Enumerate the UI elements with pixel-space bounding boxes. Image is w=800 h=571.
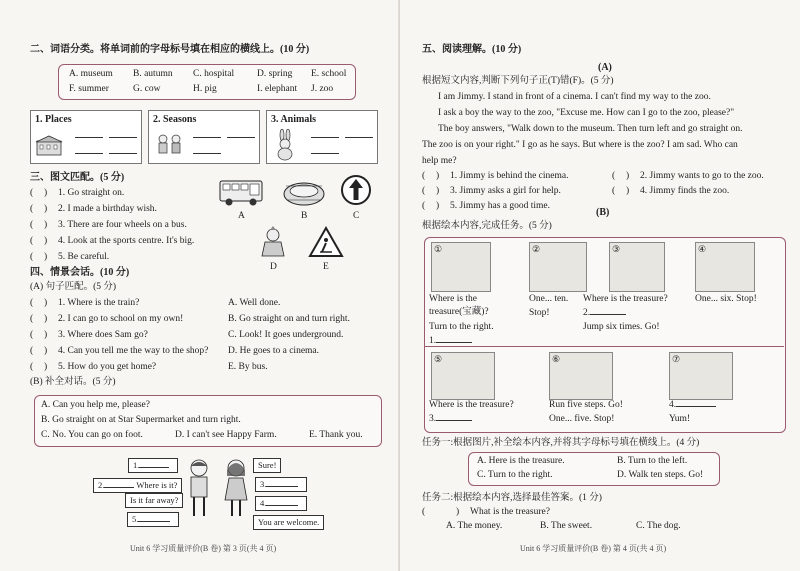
bus-icon (218, 178, 264, 208)
qa-answer: C. Look! It goes underground. (228, 330, 344, 340)
comic-text: Where is the treasure? (583, 294, 668, 304)
task1-options (468, 452, 720, 486)
comic-panel-6: ⑥ (549, 352, 613, 400)
task1-option-d: D. Walk ten steps. Go! (617, 470, 704, 480)
picture-label-c: C (353, 211, 360, 221)
option-e: E. Thank you. (309, 430, 363, 440)
rabbit-icon (273, 129, 299, 161)
comic-blank-1: 1. (429, 336, 472, 348)
instruction-a: 根据短文内容,判断下列句子正(T)错(F)。(5 分) (422, 76, 614, 86)
comic-text: Run five steps. Go! (549, 400, 623, 410)
option-c: C. No. You can go on foot. (41, 430, 143, 440)
match-item: ( ) 1. Go straight on. (30, 188, 125, 198)
section2-title: 二、词语分类。将单词前的字母标号填在相应的横线上。(10 分) (30, 44, 310, 55)
match-item: ( ) 4. Look at the sports centre. It's big. (30, 236, 195, 246)
qa-question: ( ) 1. Where is the train? (30, 298, 140, 308)
answer-blank[interactable] (109, 137, 137, 138)
dialog-bubble-welcome: You are welcome. (253, 515, 324, 530)
task2-title: 任务二:根据绘本内容,选择最佳答案。(1 分) (422, 493, 602, 503)
task1-title: 任务一:根据图片,补全绘本内容,并将其字母标号填在横线上。(4 分) (422, 438, 700, 448)
task2-option-b: B. The sweet. (540, 521, 593, 531)
comic-text: One... ten. (529, 294, 569, 304)
qa-answer: E. By bus. (228, 362, 268, 372)
comic-text: One... six. Stop! (695, 294, 757, 304)
comic-panel-1: ① (431, 242, 491, 292)
answer-blank[interactable] (109, 153, 137, 154)
comic-divider (425, 346, 784, 347)
task1-option-a: A. Here is the treasure. (477, 456, 565, 466)
page-footer-right: Unit 6 学习质量评价(B 卷) 第 4 页(共 4 页) (520, 544, 667, 553)
part-b-label: (B) (596, 207, 610, 218)
qa-answer: B. Go straight on and turn right. (228, 314, 350, 324)
part-a-title: (A) 句子匹配。(5 分) (30, 282, 117, 292)
word-museum: A. museum (69, 69, 113, 79)
tf-item: ( ) 2. Jimmy wants to go to the zoo. (612, 171, 764, 181)
category-label: 3. Animals (271, 114, 317, 125)
comic-panel-7: ⑦ (669, 352, 733, 400)
word-autumn: B. autumn (133, 69, 173, 79)
picture-label-d: D (270, 262, 277, 272)
girl-icon (221, 458, 251, 520)
tf-item: ( ) 1. Jimmy is behind the cinema. (422, 171, 569, 181)
category-animals (266, 110, 378, 164)
passage-line: help me? (422, 156, 457, 166)
dialog-bubble-3: 3. (255, 477, 307, 492)
tf-item: ( ) 3. Jimmy asks a girl for help. (422, 186, 561, 196)
task2-option-c: C. The dog. (636, 521, 681, 531)
part-b-title: (B) 补全对话。(5 分) (30, 377, 116, 387)
part-a-label: (A) (598, 62, 612, 73)
answer-blank[interactable] (75, 153, 103, 154)
comic-text: Where is the treasure? (429, 400, 514, 410)
comic-blank-3: 3. (429, 414, 472, 426)
task2-option-a: A. The money. (446, 521, 503, 531)
match-item: ( ) 3. There are four wheels on a bus. (30, 220, 187, 230)
section4-title: 四、情景会话。(10 分) (30, 267, 130, 278)
word-hospital: C. hospital (193, 69, 235, 79)
qa-question: ( ) 3. Where does Sam go? (30, 330, 148, 340)
section5-title: 五、阅读理解。(10 分) (422, 44, 522, 55)
qa-answer: A. Well done. (228, 298, 281, 308)
answer-blank[interactable] (193, 153, 221, 154)
dialog-bubble-5: 5. (127, 512, 179, 527)
comic-panel-5: ⑤ (431, 352, 495, 400)
qa-question: ( ) 5. How do you get home? (30, 362, 157, 372)
comic-text: treasure(宝藏)? (429, 307, 489, 317)
word-pig: H. pig (193, 84, 217, 94)
comic-text: Where is the (429, 294, 478, 304)
hospital-icon (35, 135, 63, 157)
passage-line: The boy answers, "Walk down to the museum. Then turn left and go straight on. (438, 124, 743, 134)
word-school: E. school (311, 69, 347, 79)
answer-blank[interactable] (193, 137, 221, 138)
comic-panel-2: ② (529, 242, 587, 292)
dialog-options-box (34, 395, 382, 447)
comic-text: Turn to the right. (429, 322, 494, 332)
comic-blank-4: 4. (669, 400, 716, 412)
section3-title: 三、图文匹配。(5 分) (30, 172, 125, 183)
dialog-bubble-4: 4. (255, 496, 307, 511)
comic-blank-2: 2. (583, 308, 626, 320)
dialog-bubble-1: 1. (128, 458, 178, 473)
children-icon (155, 133, 185, 155)
straight-arrow-sign-icon (340, 174, 372, 206)
answer-blank[interactable] (227, 137, 255, 138)
word-bank (58, 64, 356, 100)
passage-line: The zoo is on your right." I go as he says. But where is the zoo? I am sad. Who can (422, 140, 738, 150)
page-footer-left: Unit 6 学习质量评价(B 卷) 第 3 页(共 4 页) (130, 544, 277, 553)
match-item: ( ) 5. Be careful. (30, 252, 110, 262)
picture-label-a: A (238, 211, 245, 221)
option-a: A. Can you help me, please? (41, 400, 150, 410)
word-elephant: I. elephant (257, 84, 298, 94)
birthday-girl-icon (256, 226, 290, 258)
task1-option-c: C. Turn to the right. (477, 470, 553, 480)
comic-panel-3: ③ (609, 242, 665, 292)
boy-icon (184, 458, 214, 520)
picture-label-e: E (323, 262, 329, 272)
task1-option-b: B. Turn to the left. (617, 456, 688, 466)
answer-blank[interactable] (75, 137, 103, 138)
option-d: D. I can't see Happy Farm. (175, 430, 277, 440)
option-b: B. Go straight on at Star Supermarket and turn right. (41, 415, 241, 425)
comic-panel-4: ④ (695, 242, 755, 292)
comic-text: One... five. Stop! (549, 414, 615, 424)
task2-question: ( ) What is the treasure? (422, 507, 550, 517)
passage-line: I am Jimmy. I stand in front of a cinema. I can't find my way to the zoo. (438, 92, 711, 102)
comic-box (424, 237, 786, 433)
qa-answer: D. He goes to a cinema. (228, 346, 320, 356)
answer-blank[interactable] (345, 137, 373, 138)
dialog-bubble-sure: Sure! (253, 458, 281, 473)
qa-question: ( ) 4. Can you tell me the way to the shop? (30, 346, 209, 356)
category-places (30, 110, 142, 164)
passage-line: I ask a boy the way to the zoo, "Excuse me. How can I go to the zoo, please?" (438, 108, 735, 118)
word-spring: D. spring (257, 69, 293, 79)
sports-centre-icon (282, 176, 326, 208)
dialog-bubble-2: 2. Where is it? (93, 478, 182, 493)
category-seasons (148, 110, 260, 164)
comic-text: Jump six times. Go! (583, 322, 660, 332)
category-label: 1. Places (35, 114, 72, 125)
comic-text: Stop! (529, 308, 550, 318)
caution-sign-icon (308, 226, 344, 258)
qa-question: ( ) 2. I can go to school on my own! (30, 314, 184, 324)
comic-text: Yum! (669, 414, 691, 424)
word-summer: F. summer (69, 84, 109, 94)
tf-item: ( ) 5. Jimmy has a good time. (422, 201, 551, 211)
answer-blank[interactable] (311, 153, 339, 154)
match-item: ( ) 2. I made a birthday wish. (30, 204, 157, 214)
dialog-bubble-far: Is it far away? (125, 493, 183, 508)
word-zoo: J. zoo (311, 84, 334, 94)
tf-item: ( ) 4. Jimmy finds the zoo. (612, 186, 730, 196)
answer-blank[interactable] (311, 137, 339, 138)
instruction-b: 根据绘本内容,完成任务。(5 分) (422, 221, 552, 231)
picture-label-b: B (301, 211, 308, 221)
word-cow: G. cow (133, 84, 161, 94)
right-page (400, 0, 800, 571)
category-label: 2. Seasons (153, 114, 197, 125)
